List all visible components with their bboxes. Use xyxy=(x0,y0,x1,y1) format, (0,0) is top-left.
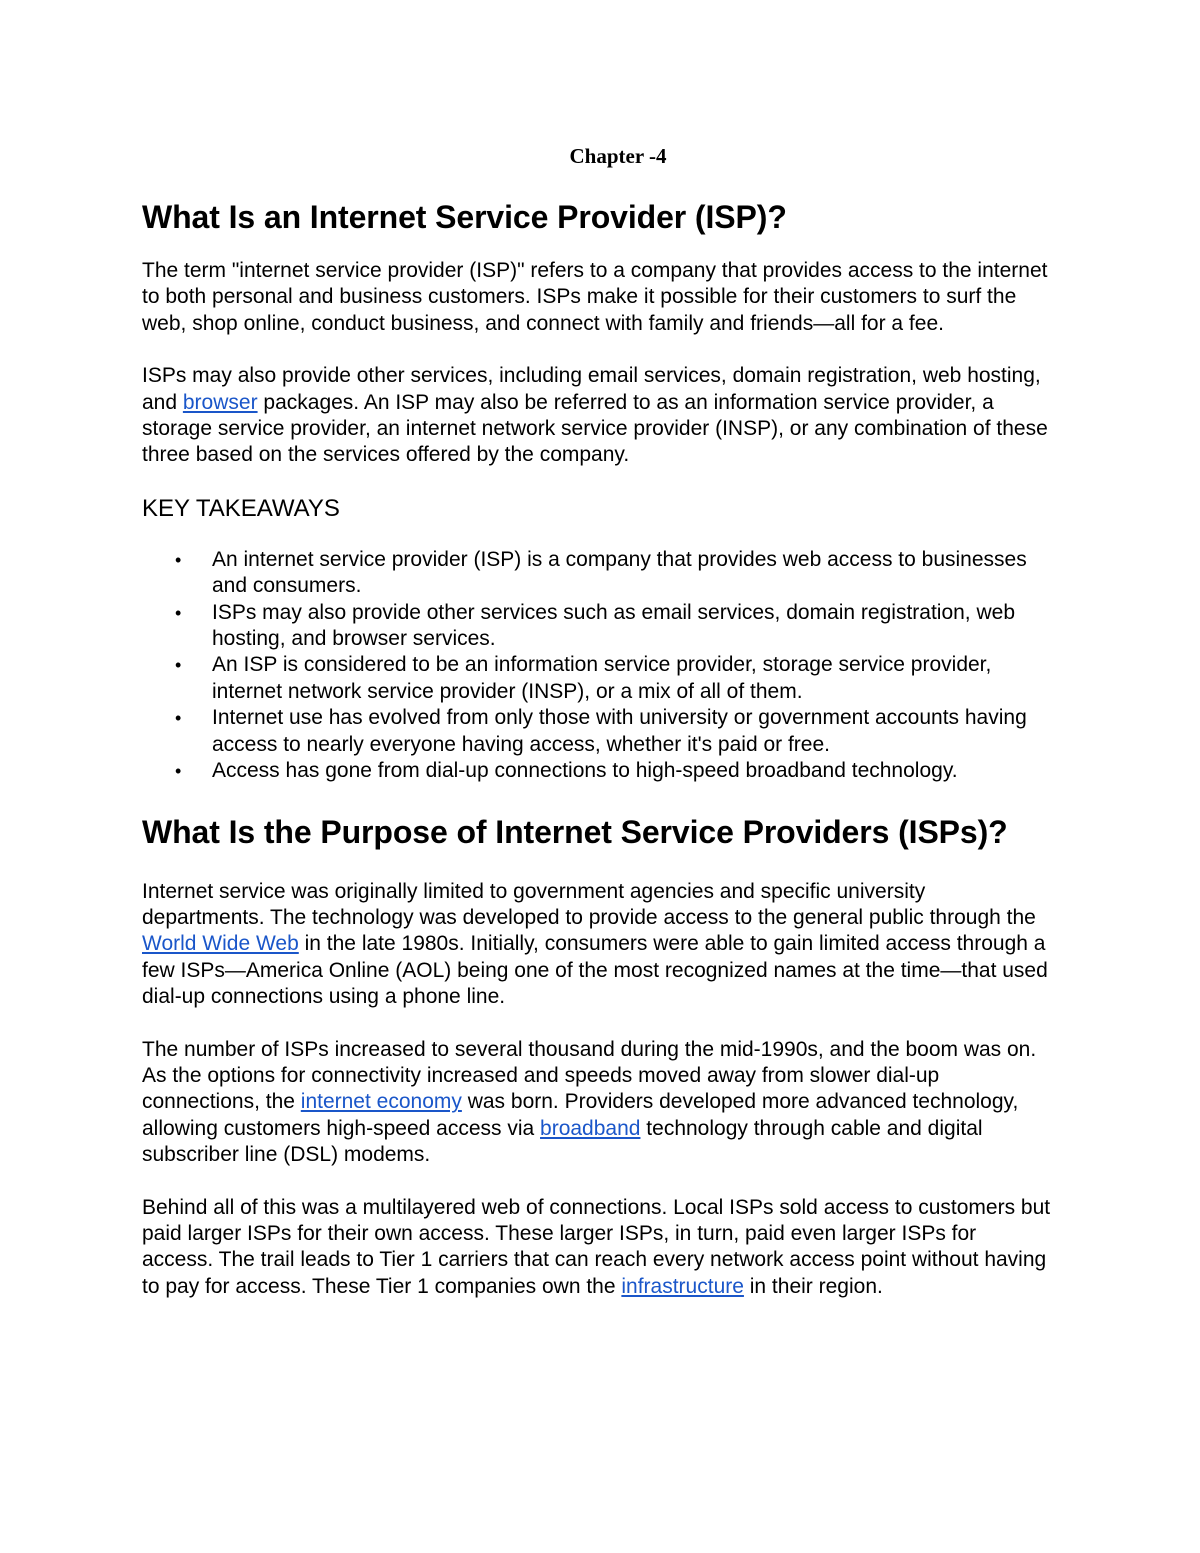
text-run: in their region. xyxy=(743,1274,883,1298)
text-run: Behind all of this was a multilayered web of connections. Local ISPs sold access to customers but paid larger ISPs for their own access. These larger ISPs, in turn, paid even larger ISPs for access. The trail leads to Tier 1 carriers that can reach every network access point without having to pay for access. These Tier 1 companies own the xyxy=(142,1195,1051,1298)
bullet-icon: • xyxy=(175,708,182,729)
bullet-icon: • xyxy=(175,602,182,623)
browser-link[interactable]: browser xyxy=(182,390,258,414)
key-takeaways-list xyxy=(142,547,1052,785)
internet-economy-link[interactable]: internet economy xyxy=(300,1090,462,1114)
chapter-label: Chapter -4 xyxy=(569,144,667,168)
list-item-text: Internet use has evolved from only those with university or government accounts having access to nearly everyone having access, whether it's paid or free. xyxy=(212,706,1027,756)
infrastructure-link[interactable]: infrastructure xyxy=(621,1274,744,1298)
text-run: packages. An ISP may also be referred to as an information service provider, a storage service provider, an internet network service provider (INSP), or any combination of these three based on the services offered by the company. xyxy=(142,390,1048,467)
section1-title: What Is an Internet Service Provider (ISP)? xyxy=(142,199,787,235)
section2-title: What Is the Purpose of Internet Service Providers (ISPs)? xyxy=(142,813,1008,850)
list-item xyxy=(142,758,1052,784)
list-item-text: An internet service provider (ISP) is a company that provides web access to businesses and consumers. xyxy=(212,547,1027,598)
text-run: technology through cable and digital subscriber line (DSL) modems. xyxy=(142,1116,983,1167)
bullet-icon: • xyxy=(175,655,182,676)
list-item-text: ISPs may also provide other services such as email services, domain registration, web hosting, and browser services. xyxy=(212,600,1016,651)
list-item xyxy=(142,705,1052,758)
text-run: ISPs may also provide other services, including email services, domain registration, web hosting, and xyxy=(142,364,1041,414)
document-page xyxy=(142,138,1052,1326)
list-item xyxy=(142,652,1052,705)
world-wide-web-link[interactable]: World Wide Web xyxy=(142,932,299,956)
broadband-link[interactable]: broadband xyxy=(540,1116,641,1140)
section2-paragraph-2 xyxy=(142,1037,1052,1169)
list-item-text: An ISP is considered to be an information service provider, storage service provider, internet network service provider (INSP), or a mix of all of them. xyxy=(212,653,992,703)
bullet-icon: • xyxy=(175,761,182,782)
list-item xyxy=(142,600,1052,653)
section1-paragraph-1: The term "internet service provider (ISP)" refers to a company that provides access to the internet to both personal and business customers. ISPs make it possible for their customers to surf the web, shop online, conduct business, and connect with family and friends—all for a fee. xyxy=(142,259,1048,335)
text-run: Internet service was originally limited to government agencies and specific university departments. The technology was developed to provide access to the general public through the xyxy=(142,879,1036,929)
text-run: was born. Providers developed more advanced technology, allowing customers high-speed access via xyxy=(142,1090,1019,1140)
list-item-text: Access has gone from dial-up connections to high-speed broadband technology. xyxy=(212,759,958,783)
section2-paragraph-3 xyxy=(142,1195,1052,1301)
section2-paragraph-1 xyxy=(142,879,1052,1011)
list-item xyxy=(142,547,1052,600)
text-run: The number of ISPs increased to several thousand during the mid-1990s, and the boom was on. As the options for connectivity increased and speeds moved away from slower dial-up connections, the xyxy=(142,1037,1037,1114)
text-run: in the late 1980s. Initially, consumers were able to gain limited access through a few ISPs—America Online (AOL) being one of the most recognized names at the time—that used dial-up connections using a phone line. xyxy=(142,932,1048,1009)
bullet-icon: • xyxy=(175,549,182,570)
section1-paragraph-2 xyxy=(142,363,1052,469)
key-takeaways-heading: KEY TAKEAWAYS xyxy=(142,494,340,522)
